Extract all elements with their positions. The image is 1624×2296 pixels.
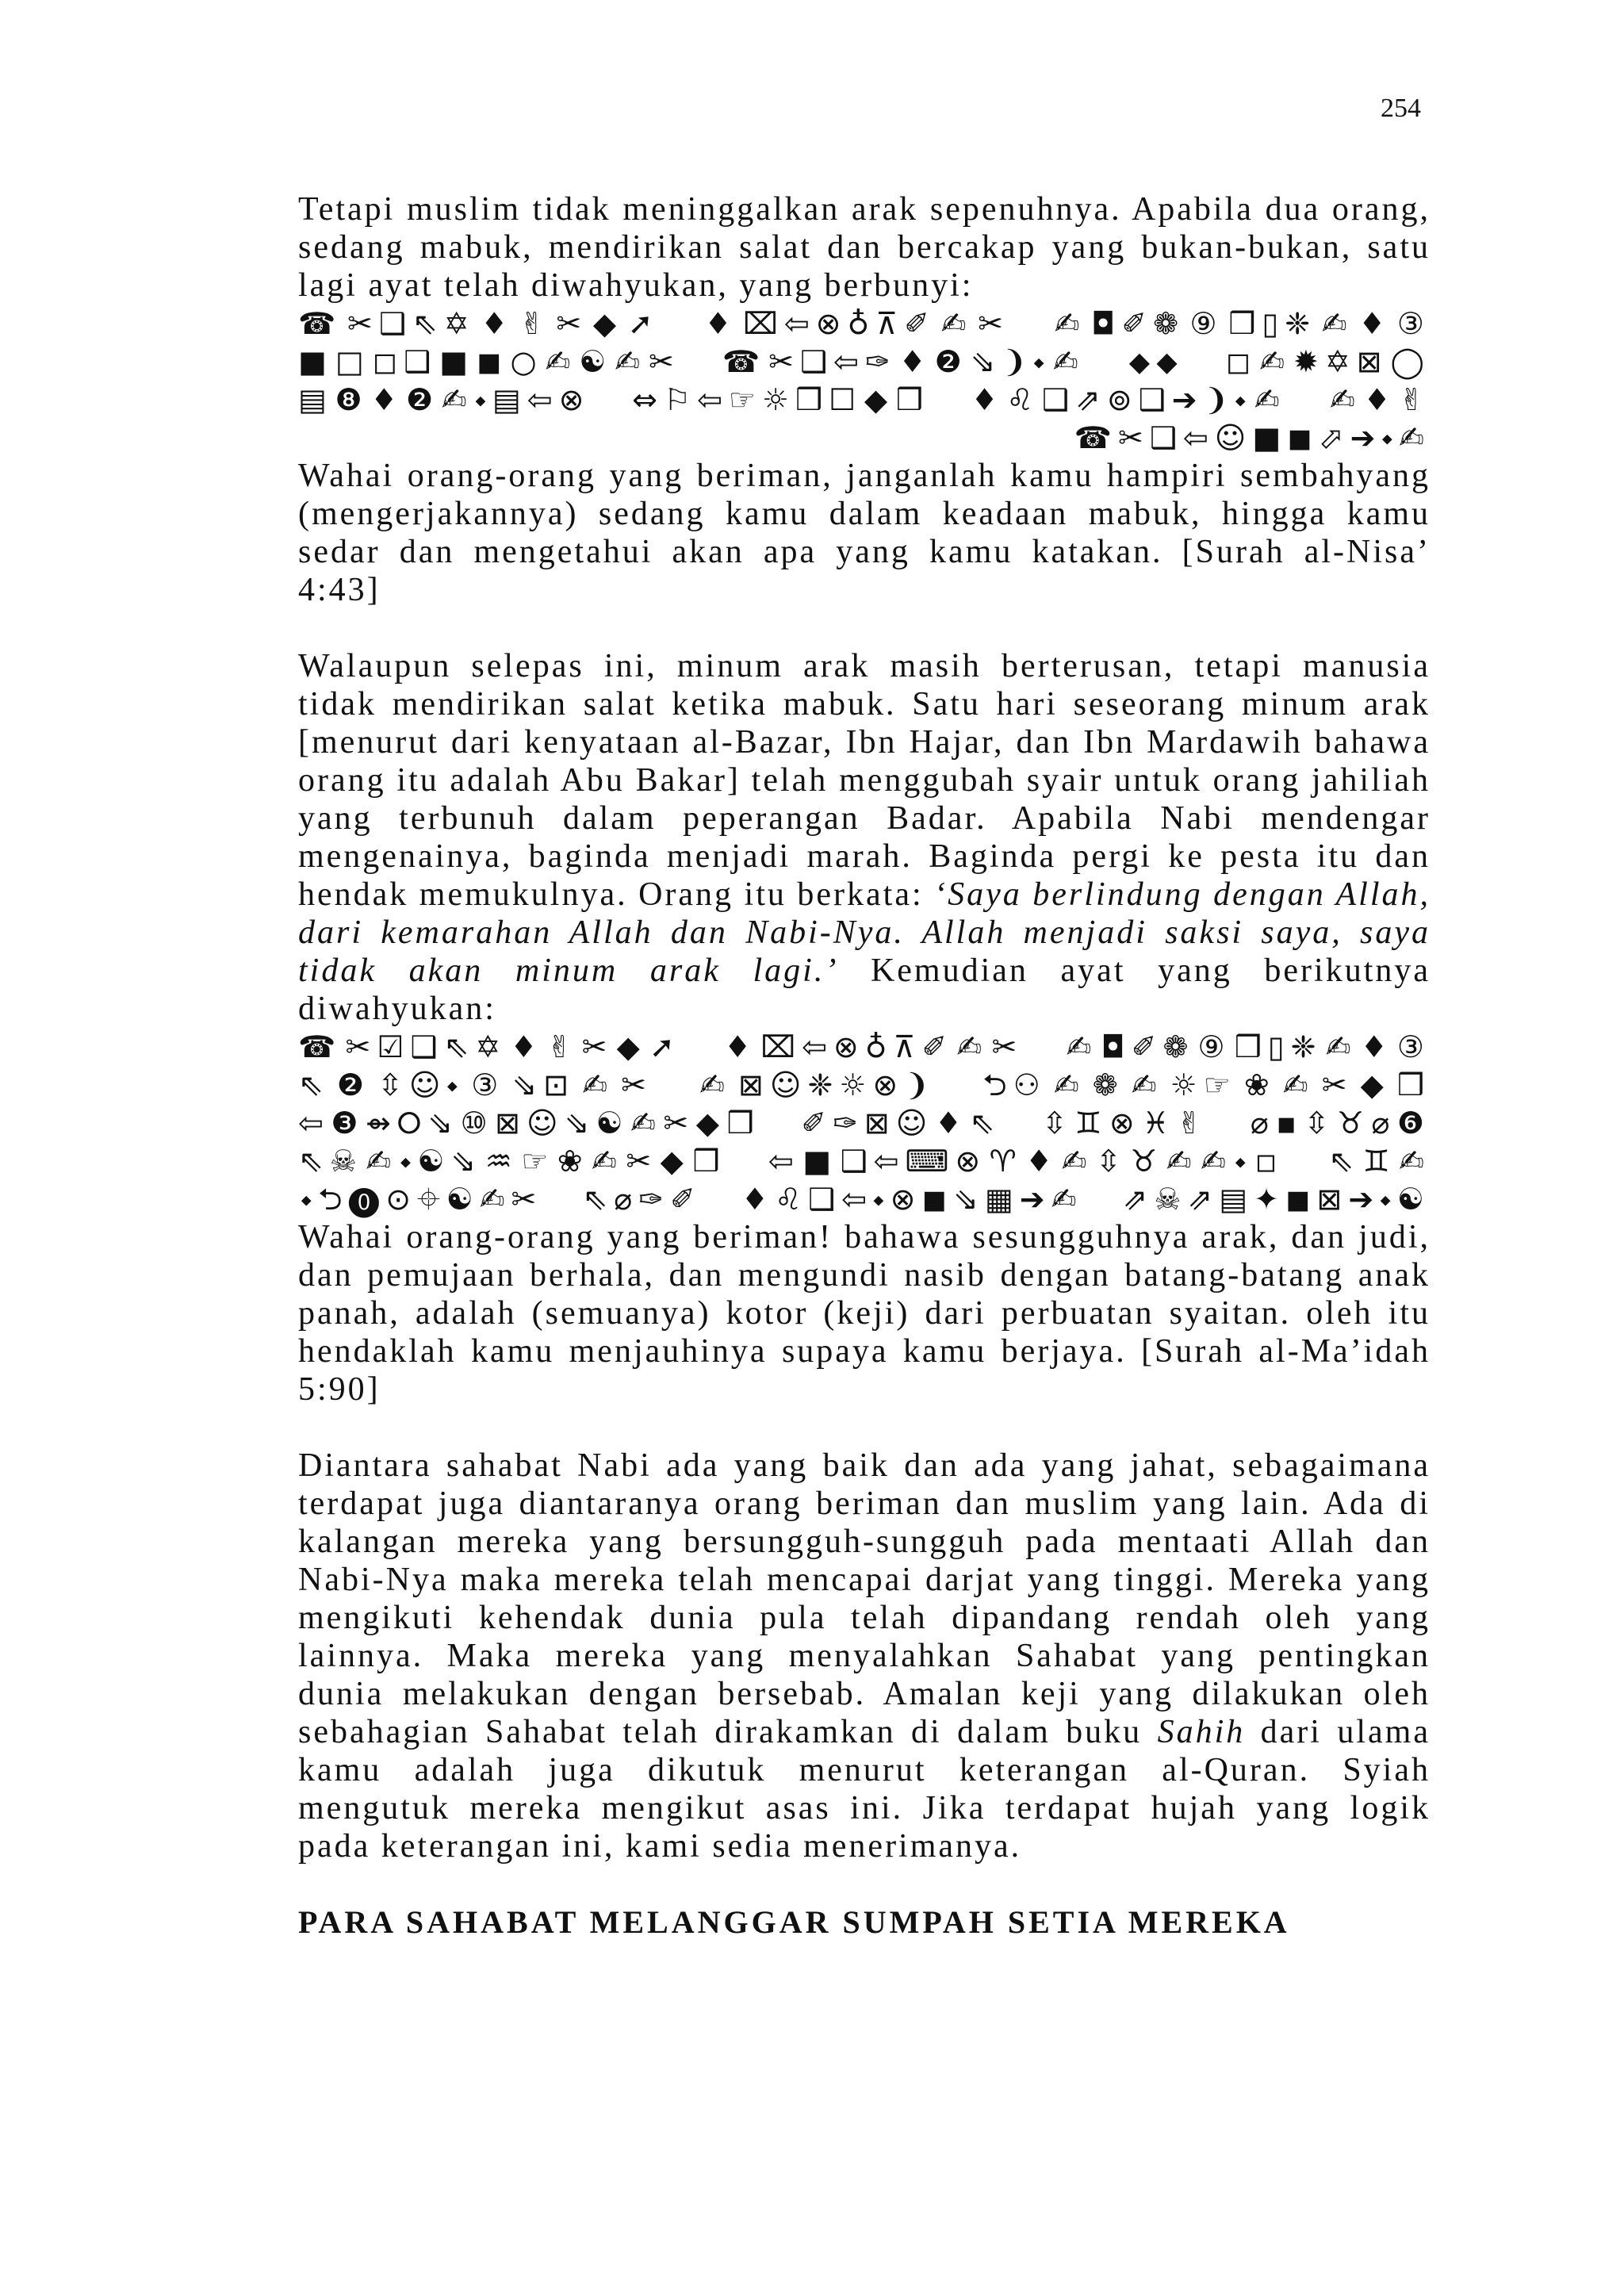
narrative-text: Walaupun selepas ini, minum arak masih berterusan, tetapi manusia tidak mendirikan salat ketika mabuk. Satu hari seseorang minum arak [menurut dari kenyataan al-Bazar, Ibn Hajar, dan Ibn Mardawih bahawa orang itu adalah Abu Bakar] telah menggubah syair untuk orang jahiliah yang terbunuh dalam peperangan Badar. Apabila Nabi mendengar mengenainya, baginda menjadi marah. Baginda pergi ke pesta itu dan hendak memukulnya. Orang itu berkata: — [298, 648, 1431, 913]
narrative-text-end: Kemudian ayat yang berikutnya diwahyukan: — [298, 953, 1431, 1027]
page-number: 254 — [1381, 94, 1421, 123]
section-heading: PARA SAHABAT MELANGGAR SUMPAH SETIA MEREKA — [298, 1904, 1290, 1940]
page-content — [298, 190, 1431, 1941]
sahabat-text: Diantara sahabat Nabi ada yang baik dan ada yang jahat, sebagaimana terdapat juga diantaranya orang beriman dan muslim yang lain. Ada di kalangan mereka yang bersungguh-sungguh pada mentaati Allah dan Nabi-Nya maka mereka telah mencapai darjat yang tinggi. Mereka yang mengikuti kehendak dunia pula telah dipandang rendah oleh yang lainnya. Maka mereka yang menyalahkan Sahabat yang pentingkan dunia melakukan dengan bersebab. Amalan keji yang dilakukan oleh sebahagian Sahabat telah dirakamkan di dalam buku — [298, 1447, 1431, 1750]
spacer — [298, 609, 1431, 647]
translation-al-maidah: Wahai orang-orang yang beriman! bahawa sesungguhnya arak, dan judi, dan pemujaan berhala, dan mengundi nasib dengan batang-batang anak panah, adalah (semuanya) kotor (keji) dari perbuatan syaitan. oleh itu hendaklah kamu menjauhinya supaya kamu berjaya. [Surah al-Ma’idah 5:90] — [298, 1219, 1431, 1408]
paragraph-sahabat — [298, 1447, 1431, 1865]
paragraph-narrative — [298, 647, 1431, 1028]
spacer — [298, 1409, 1431, 1447]
narrative-quote: ‘Saya berlindung dengan Allah, dari kemarahan Allah dan Nabi-Nya. Allah menjadi saksi saya, saya tidak akan minum arak lagi.’ — [298, 876, 1431, 989]
spacer — [298, 1865, 1431, 1903]
sahabat-text-end: dari ulama kamu adalah juga dikutuk menurut keterangan al-Quran. Syiah mengutuk mereka mengikut asas ini. Jika terdapat hujah yang logik pada keterangan ini, kami sedia menerimanya. — [298, 1714, 1431, 1865]
translation-an-nisa: Wahai orang-orang yang beriman, janganlah kamu hampiri sembahyang (mengerjakannya) sedang kamu dalam keadaan mabuk, hingga kamu sedar dan mengetahui akan apa yang kamu katakan. [Surah al-Nisa’ 4:43] — [298, 458, 1431, 608]
arabic-verse-al-maidah: ☎✂☑❑⇖✡♦✌✂◆➚ ♦⌧⇦⊗♁⊼✐✍✂ ✍◘✐❁⑨❒▯❈✍♦③ ⇖❷⇳☺⬩③⇘⊡✍✂ ✍⊠☺❈☼⊗❩ ⮌⚇✍❁✍☼☞❀✍✂◆❒ ⇦❸⇴⭘⇘⑩⊠☺⇘☯✍✂◆❒ ✐✑⊠☺♦⇖ ⇳♊⊗♓✌ ⌀▪⇳♉⌀❻ ⇖☠✍⬩☯⇘♒☞❀✍✂◆❒ ⇦■❑⇦⌨⊗♈♦✍⇳♉✍✍⬩◽ ⇖♊✍⬩⮌⓿⊙⌖☯✍✂ ⇖⌀✑✐ ♦♌❑⇦⬩⊗◼⇘▦➔✍ ⇗☠⇗▤✦◼⊠➔⬩☯ — [298, 1029, 1431, 1217]
paragraph-intro: Tetapi muslim tidak meninggalkan arak sepenuhnya. Apabila dua orang, sedang mabuk, mendirikan salat dan bercakap yang bukan-bukan, satu lagi ayat telah diwahyukan, yang berbunyi: — [298, 191, 1431, 304]
arabic-verse-an-nisa: ☎✂❑⇖✡♦✌✂◆➚ ♦⌧⇦⊗♁⊼✐✍✂ ✍◘✐❁⑨❒▯❈✍♦③ ■□◻❑■◼○✍☯✍✂ ☎✂❑⇦✑♦❷⇘❩⬩✍ ⬥⬥ ◻✍✹✡⊠◯ ▤❽♦❷✍⬩▤⇦⊗ ⇔⚐⇦☞☼❒☐◆❒ ♦♌❑⇗⊚❑➔❩⬩✍ ✍♦✌ ☎✂❑⇦☺■◼⬀➔⬩✍ — [298, 306, 1431, 455]
sahih-title: Sahih — [1157, 1714, 1246, 1750]
